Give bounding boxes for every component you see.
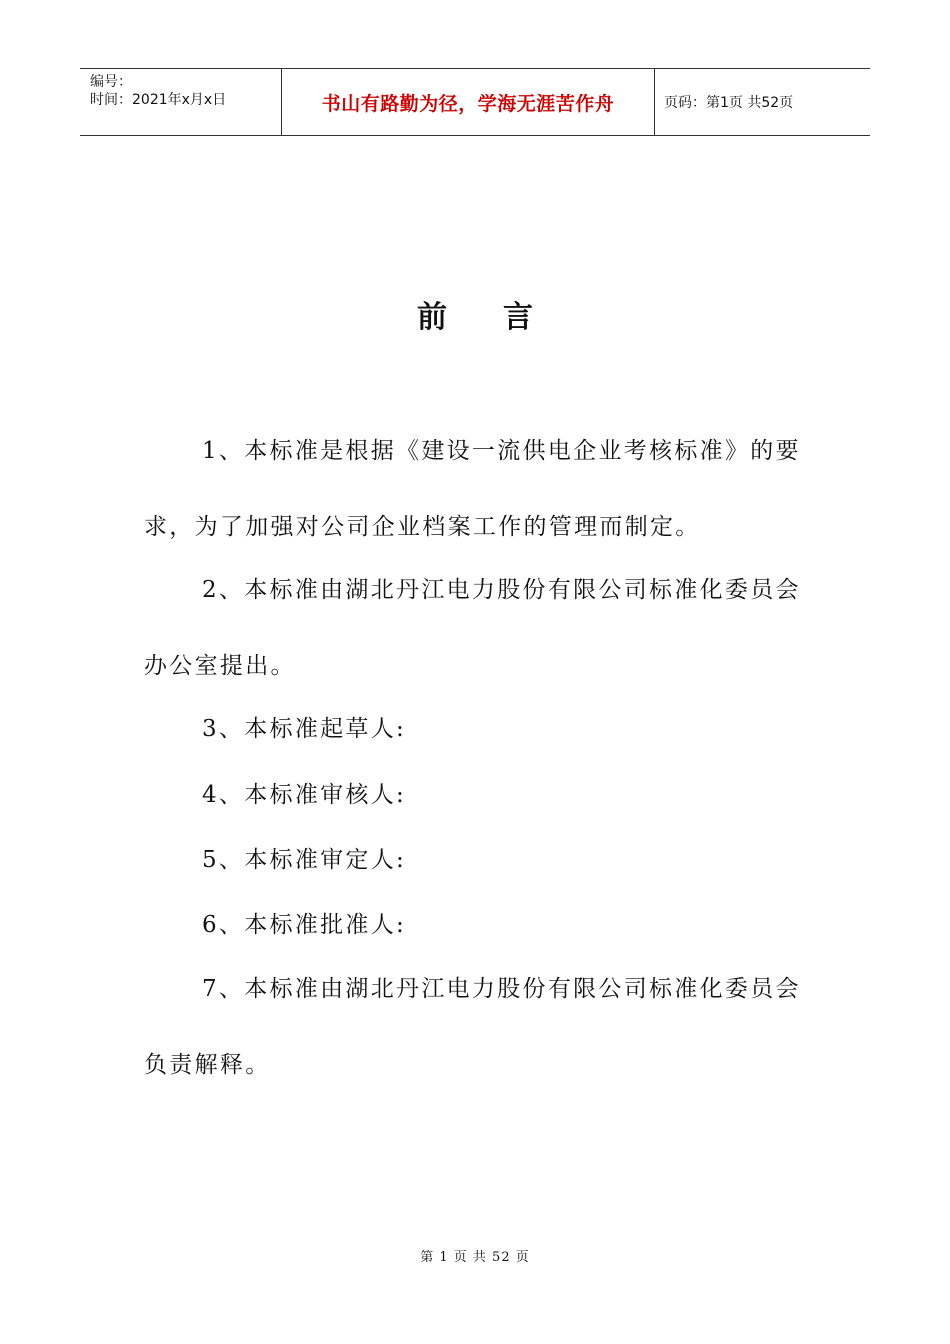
document-number-label: 编号： [90, 74, 132, 90]
paragraph-line: 5、本标准审定人: [202, 847, 407, 873]
page-footer: 第 1 页 共 52 页 [420, 1250, 530, 1265]
header-page-info: 页码：第1页 共52页 [664, 95, 794, 111]
paragraph-line: 4、本标准审核人: [202, 782, 407, 808]
paragraph-line: 办公室提出。 [144, 653, 296, 679]
header-meta-cell [80, 69, 282, 135]
paragraph-line: 求，为了加强对公司企业档案工作的管理而制定。 [144, 514, 701, 540]
header-motto: 书山有路勤为径，学海无涯苦作舟 [282, 69, 655, 135]
paragraph-line: 6、本标准批准人: [202, 912, 407, 938]
paragraph-line: 7、本标准由湖北丹江电力股份有限公司标准化委员会 [202, 976, 801, 1002]
page-header [80, 68, 870, 136]
paragraph-line: 2、本标准由湖北丹江电力股份有限公司标准化委员会 [202, 577, 801, 603]
paragraph-line: 负责解释。 [144, 1052, 271, 1078]
paragraph-line: 3、本标准起草人: [202, 716, 407, 742]
paragraph-line: 1、本标准是根据《建设一流供电企业考核标准》的要 [202, 438, 801, 464]
document-title: 前言 [417, 300, 589, 335]
document-time-label: 时间：2021年x月x日 [90, 92, 227, 108]
